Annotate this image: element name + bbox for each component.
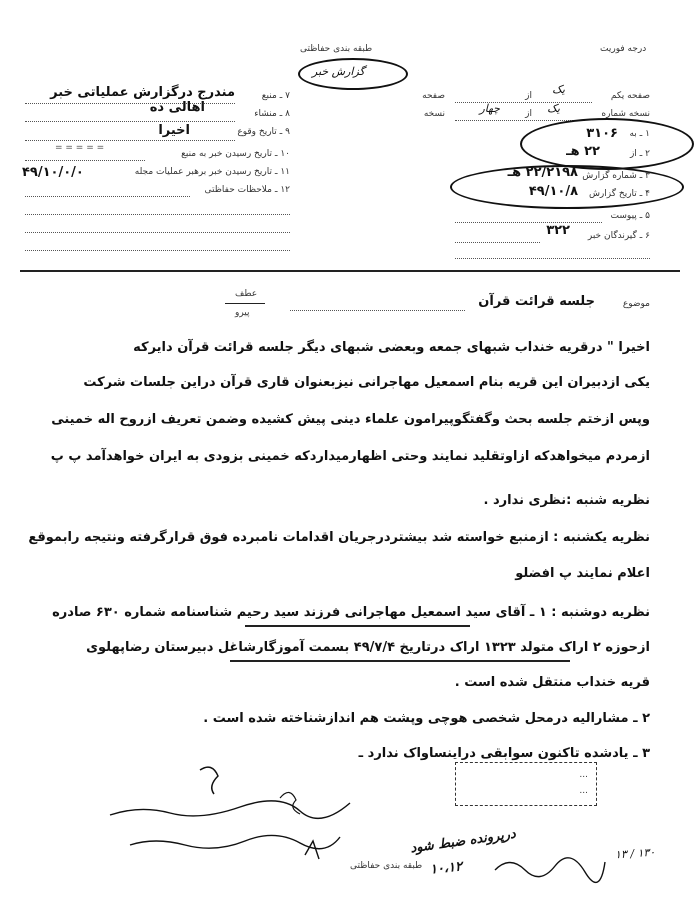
classification-header: طبقه بندی حفاظتی: [300, 44, 373, 54]
field-7-label: ۷ ـ منبع: [261, 91, 290, 101]
handwritten-id: ۱۳۰ / ۱۳: [614, 845, 656, 862]
body-line-11: ۲ ـ مشارالیه درمحل شخصی هوچی وپشت هم اندازشناخته شده است .: [203, 711, 650, 726]
item-1-label: ۱ ـ به: [629, 129, 650, 139]
subject-value: جلسه قرائت قرآن: [478, 294, 595, 309]
field-8-value: اهالی ده: [149, 100, 205, 115]
item-6-label: ۶ ـ گیرندگان خبر: [587, 231, 650, 241]
body-line-9: ازحوزه ۲ اراک متولد ۱۳۲۳ اراک درتاریخ ۴۹/۷/۴ بسمت آموزگارشاغل دبیرستان رضاپهلوی: [86, 640, 650, 655]
item-3-value: ۲۲/۲۱۹۸ هـ: [507, 165, 578, 180]
copy-word: نسخه: [423, 109, 445, 119]
field-11-label: ۱۱ ـ تاریخ رسیدن خبر برهبر عملیات مجله: [134, 167, 290, 177]
field-8-label: ۸ ـ منشاء: [254, 109, 290, 119]
item-3-label: ۳ ـ شماره گزارش: [582, 171, 650, 181]
page-value: یک: [552, 83, 565, 96]
item-2-label: ۲ ـ از: [629, 149, 650, 159]
field-11-value: ۴۹/۱۰/۰/۰: [22, 165, 84, 180]
handwritten-number: ۱۰،۱۲: [429, 859, 463, 878]
field-9-label: ۹ ـ تاریخ وقوع: [237, 127, 290, 137]
body-line-1: اخیرا " درقریه خنداب شبهای جمعه وبعضی شبهای دیگر جلسه قرائت قرآن دایرکه: [133, 340, 650, 355]
item-1-value: ۳۱۰۶: [586, 126, 618, 141]
body-line-2: یکی ازدبیران این قریه بنام اسمعیل مهاجرانی نیزبعنوان قاری قرآن دراین جلسات شرکت: [83, 375, 650, 390]
subject-label: موضوع: [622, 299, 650, 309]
field-12-label: ۱۲ ـ ملاحظات حفاظتی: [204, 185, 290, 195]
body-line-7: اعلام نمایند پ افضلو: [515, 566, 650, 581]
page-label: صفحه یکم: [610, 91, 650, 101]
page-from: از: [525, 91, 532, 101]
body-line-5: نظریه شنبه :نظری ندارد .: [483, 493, 650, 508]
page-word: صفحه: [422, 91, 445, 101]
header-separator: [20, 270, 680, 272]
body-line-12: ۳ ـ یادشده تاکنون سوابقی دراینساواک ندارد ـ: [358, 746, 650, 761]
copy-label: نسخه شماره: [601, 109, 650, 119]
field-9-value: اخیرا: [158, 123, 190, 138]
body-line-4: ازمردم میخواهدکه ازاوتقلید نمایند وحتی اظهارمیداردکه خمینی بزودی به ایران خواهدآمد پ پ: [50, 449, 650, 464]
report-type: گزارش خبر: [312, 65, 365, 78]
item-4-value: ۴۹/۱۰/۸: [528, 184, 578, 199]
item-6-value: ۳۲۲: [546, 223, 570, 238]
item-2-value: ۲۲ هـ: [566, 144, 600, 159]
copy-value: یک: [547, 102, 560, 115]
copy-from: از: [525, 109, 532, 119]
reference-stamp: ... ...: [455, 762, 597, 806]
classification-footer: طبقه بندی حفاظتی: [350, 861, 423, 871]
field-7-value: مندرج درگزارش عملیاتی خبر: [50, 85, 235, 100]
field-10-label: ۱۰ ـ تاریخ رسیدن خبر به منبع: [181, 149, 290, 159]
item-4-label: ۴ ـ تاریخ گزارش: [588, 189, 650, 199]
priority-label: درجه فوریت: [600, 44, 647, 54]
body-line-8: نظریه دوشنبه : ۱ ـ آقای سید اسمعیل مهاجرانی فرزند سید رحیم شناسنامه شماره ۶۳۰ صادره: [52, 605, 650, 620]
body-line-10: قریه خنداب منتقل شده است .: [454, 675, 650, 690]
body-line-6: نظریه یکشنبه : ازمنبع خواسته شد بیشتردرجریان اقدامات نامبرده فوق قرارگرفته ونتیجه رابموقع: [28, 530, 650, 545]
copy-total: چهار: [479, 102, 500, 115]
handwritten-file-note: درپرونده ضبط شود: [409, 826, 517, 857]
signature-right: [490, 845, 610, 885]
side-label-peyro: پیرو: [235, 308, 250, 318]
signature-left: [90, 760, 360, 880]
side-label-atf: عطف: [235, 289, 258, 299]
item-5-label: ۵ ـ پیوست: [610, 211, 650, 221]
body-line-3: وپس ازختم جلسه بحث وگفتگوپیرامون علماء دینی پیش کشیده وضمن تعریف ازروح اله خمینی: [51, 412, 650, 427]
